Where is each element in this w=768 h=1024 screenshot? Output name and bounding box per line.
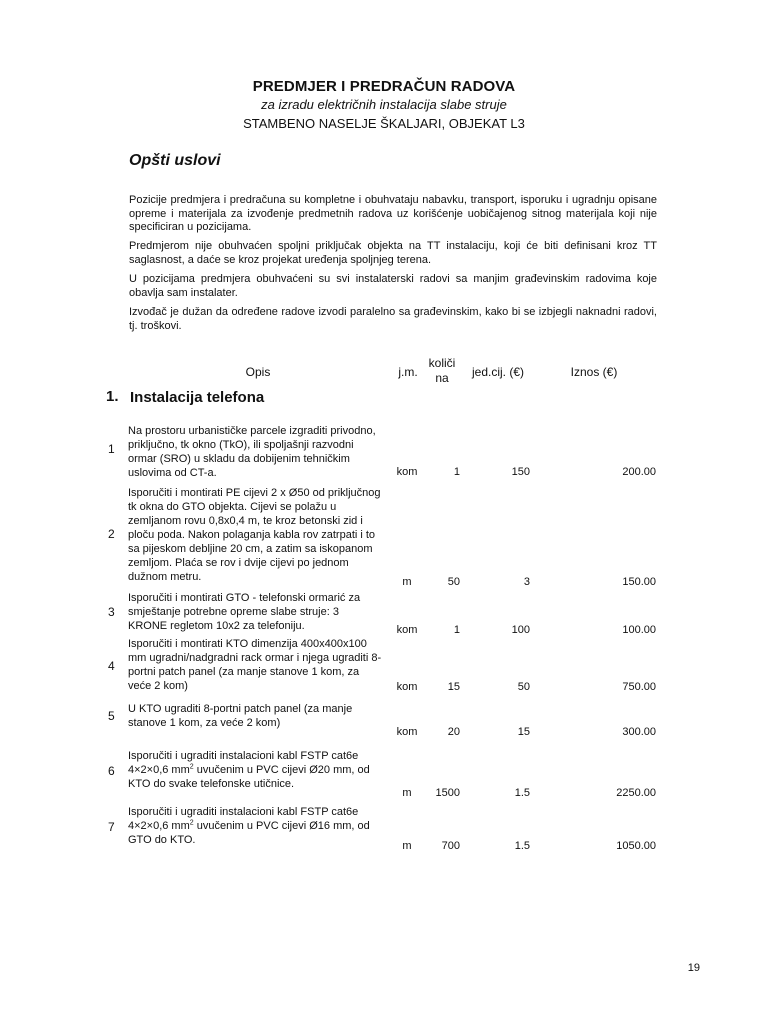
- row-description: [128, 486, 384, 584]
- row-quantity: 1500: [435, 787, 460, 799]
- column-header-opis: Opis: [245, 365, 271, 379]
- row-number: 7: [108, 820, 115, 834]
- document-object: STAMBENO NASELJE ŠKALJARI, OBJEKAT L3: [243, 116, 525, 131]
- row-amount: 1050.00: [616, 840, 656, 852]
- row-description-line: uslovima od CT-a.: [128, 467, 217, 479]
- row-number: 6: [108, 764, 115, 778]
- row-description-line: Isporučiti i ugraditi instalacioni kabl FSTP cat6e: [128, 806, 359, 818]
- row-quantity: 20: [447, 726, 460, 738]
- cable-spec-rest: uvučenim u PVC cijevi Ø20 mm, od: [193, 764, 370, 776]
- row-unit-price: 1.5: [514, 840, 530, 852]
- row-description-line: Isporučiti i montirati KTO dimenzija 400x400x100: [128, 638, 367, 650]
- row-description-line: ormar (SRO) u skladu da dobijenim tehničkim: [128, 453, 350, 465]
- general-conditions-heading: Opšti uslovi: [129, 152, 221, 169]
- row-unit-price: 1.5: [514, 787, 530, 799]
- row-unit-price: 15: [517, 726, 530, 738]
- row-number: 5: [108, 709, 115, 723]
- row-description-line: Na prostoru urbanističke parcele izgraditi privodno,: [128, 425, 376, 437]
- row-description-line: veće 2 kom): [128, 680, 188, 692]
- row-unit: m: [402, 576, 412, 588]
- row-description-line: portni patch panel (za manje stanove 1 kom, za: [128, 666, 360, 678]
- row-quantity: 50: [447, 576, 460, 588]
- row-unit: kom: [396, 726, 418, 738]
- column-header-kolicina-line1: količi: [428, 356, 456, 370]
- row-quantity: 15: [447, 681, 460, 693]
- row-amount: 150.00: [622, 576, 656, 588]
- column-header-kolicina: [424, 356, 460, 386]
- row-unit: m: [402, 787, 412, 799]
- row-number: 1: [108, 442, 115, 456]
- row-unit-price: 3: [523, 576, 530, 588]
- section-number: 1.: [106, 388, 119, 405]
- row-description-line: smještanje potrebne opreme slabe struje: 3: [128, 606, 339, 618]
- row-description-line: zemljanom rovu 0,8x0,4 m, te kroz betonski zid i: [128, 515, 363, 527]
- row-description-line: U KTO ugraditi 8-portni patch panel (za manje: [128, 703, 353, 715]
- row-description: [128, 637, 384, 693]
- row-description-line: Isporučiti i ugraditi instalacioni kabl FSTP cat6e: [128, 750, 359, 762]
- row-description-line: [128, 819, 384, 833]
- row-amount: 100.00: [622, 624, 656, 636]
- row-amount: 200.00: [622, 466, 656, 478]
- row-unit: kom: [396, 681, 418, 693]
- row-description-line: Isporučiti i montirati PE cijevi 2 x Ø50 od priključnog: [128, 487, 381, 499]
- row-unit: m: [402, 840, 412, 852]
- row-unit: kom: [396, 624, 418, 636]
- section-title: Instalacija telefona: [130, 389, 265, 406]
- document-subtitle: za izradu električnih instalacija slabe struje: [261, 97, 507, 112]
- row-description-line: Isporučiti i montirati GTO - telefonski ormarić za: [128, 592, 361, 604]
- row-quantity: 1: [453, 466, 460, 478]
- row-unit-price: 50: [517, 681, 530, 693]
- row-description: [128, 702, 384, 730]
- cable-spec: 4×2×0,6 mm: [128, 764, 190, 776]
- row-number: 3: [108, 605, 115, 619]
- row-description-line: ploču poda. Nakon polaganja kabla rov zatrpati i to: [128, 529, 376, 541]
- column-header-jed-cij: jed.cij. (€): [471, 365, 524, 379]
- row-amount: 750.00: [622, 681, 656, 693]
- row-description: [128, 805, 384, 847]
- row-number: 4: [108, 659, 115, 673]
- row-description: [128, 749, 384, 791]
- row-amount: 300.00: [622, 726, 656, 738]
- superscript: 2: [189, 819, 194, 827]
- row-description-line: priključno, tk okno (TkO), ili spoljašnji razvodni: [128, 439, 354, 451]
- row-description: [128, 424, 384, 480]
- row-description-line: [128, 763, 384, 777]
- row-description: [128, 591, 384, 633]
- row-description-line: KRONE regletom 10x2 za telefoniju.: [128, 620, 305, 632]
- document-title: PREDMJER I PREDRAČUN RADOVA: [252, 78, 516, 95]
- row-unit-price: 100: [511, 624, 530, 636]
- row-description-line: sa pijeskom debljine 20 cm, a zatim sa iskopanom: [128, 543, 373, 555]
- row-description-line: tk okna do GTO objekta. Cijevi se polažu u: [128, 501, 337, 513]
- row-unit: kom: [396, 466, 418, 478]
- row-description-line: GTO do KTO.: [128, 834, 196, 846]
- row-description-line: stanove 1 kom, za veće 2 kom): [128, 717, 281, 729]
- row-unit-price: 150: [511, 466, 530, 478]
- general-paragraph-4: Izvođač je dužan da određene radove izvodi paralelno sa građevinskim, kako bi se izbjegli naknadni radovi, tj. troškovi.: [129, 306, 657, 332]
- general-paragraph-2: Predmjerom nije obuhvaćen spoljni priključak objekta na TT instalaciju, koji će biti definisani kroz TT saglasnost, a daće se kroz projekat uređenja spoljnjeg terena.: [129, 240, 657, 266]
- general-paragraph-1: Pozicije predmjera i predračuna su kompletne i obuhvataju nabavku, transport, isporuku i ugradnju opisane opreme i materijala za izvođenje predmetnih radova uz korišćenje uobičajenog sitnog materijala koji nije specificiran u pozicijama.: [129, 194, 657, 233]
- row-quantity: 700: [441, 840, 460, 852]
- row-amount: 2250.00: [616, 787, 656, 799]
- row-quantity: 1: [453, 624, 460, 636]
- general-paragraph-3: U pozicijama predmjera obuhvaćeni su svi instalaterski radovi sa manjim građevinskim radovima koje obavlja sam instalater.: [129, 273, 657, 299]
- superscript: 2: [189, 763, 194, 771]
- row-description-line: KTO do svake telefonske utičnice.: [128, 778, 295, 790]
- cable-spec-rest: uvučenim u PVC cijevi Ø16 mm, od: [193, 820, 370, 832]
- column-header-jm: j.m.: [398, 365, 418, 379]
- row-number: 2: [108, 527, 115, 541]
- column-header-iznos: Iznos (€): [570, 365, 618, 379]
- page-number: 19: [687, 962, 700, 974]
- row-description-line: mm ugradni/nadgradni rack ormar i njega ugraditi 8-: [128, 652, 382, 664]
- row-description-line: zemljom. Plaća se rov i dvije cijevi po jednom: [128, 557, 349, 569]
- cable-spec: 4×2×0,6 mm: [128, 820, 190, 832]
- row-description-line: dužnom metru.: [128, 571, 202, 583]
- column-header-kolicina-line2: na: [435, 371, 449, 385]
